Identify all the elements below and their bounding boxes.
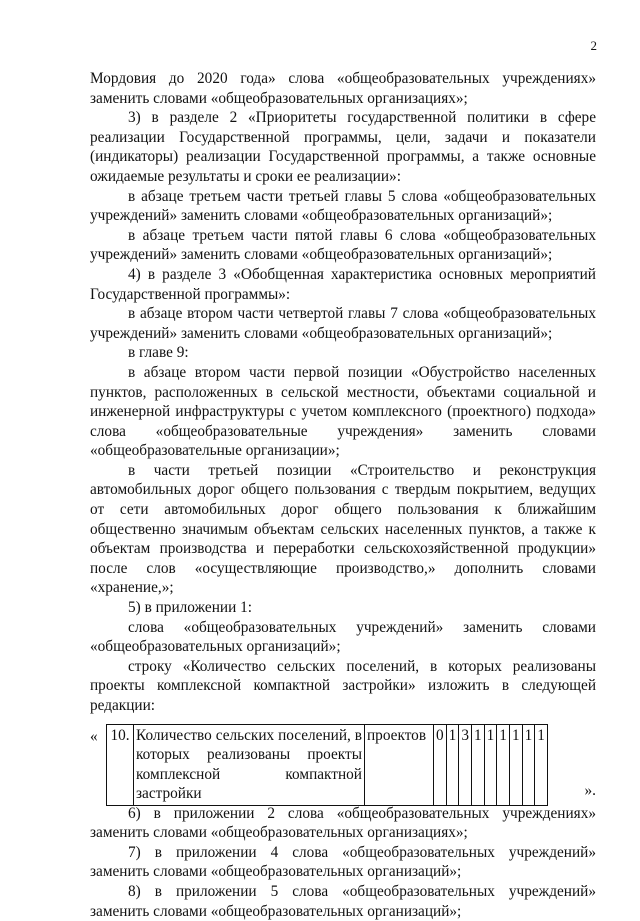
close-quote: ».	[584, 781, 596, 799]
value-cell: 1	[484, 724, 497, 805]
indicator-table	[106, 724, 548, 806]
value-cell: 1	[535, 724, 548, 805]
paragraph: Мордовия до 2020 года» слова «общеобразовательных учреждениях» заменить словами «общеобразовательных организациях»;	[90, 70, 596, 107]
paragraph: 3) в разделе 2 «Приоритеты государственной политики в сфере реализации Государственной программы, цели, задачи и показатели (индикаторы) реализации Государственной программы, а также основные ожидаемые результаты и сроки ее реализации»:	[90, 109, 596, 185]
value-cell: 1	[497, 724, 510, 805]
paragraph: в главе 9:	[128, 344, 189, 362]
paragraph: в части третьей позиции «Строительство и реконструкция автомобильных дорог общего пользования с твердым покрытием, ведущих от сети автомобильных дорог общего пользования к ближайшим общественно значимым объектам сельских населенных пунктов, а также к объектам производства и переработки сельскохозяйственной продукции» после слов «осуществляющие производство,» дополнить словами «хранение,»;	[90, 461, 596, 597]
paragraph: в абзаце втором части четвертой главы 7 слова «общеобразовательных учреждений» заменить словами «общеобразовательных организаций»;	[90, 305, 596, 342]
paragraph: 6) в приложении 2 слова «общеобразовательных учреждениях» заменить словами «общеобразовательных организациях»;	[90, 804, 596, 842]
value-cell: 1	[446, 724, 459, 805]
paragraph: 5) в приложении 1:	[128, 599, 252, 617]
value-cell: 0	[434, 724, 447, 805]
indicator-table-block	[90, 720, 596, 804]
paragraph: 4) в разделе 3 «Обобщенная характеристика основных мероприятий Государственной программы»:	[90, 265, 596, 303]
paragraph: строку «Количество сельских поселений, в которых реализованы проекты комплексной компактной застройки» изложить в следующей редакции:	[90, 657, 596, 714]
page-number: 2	[590, 38, 597, 53]
document-body	[90, 69, 596, 921]
value-cell: 1	[471, 724, 484, 805]
value-cell: 1	[522, 724, 535, 805]
open-quote: «	[90, 727, 98, 745]
paragraph: 8) в приложении 5 слова «общеобразовательных учреждений» заменить словами «общеобразовательных организаций»;	[90, 882, 596, 920]
value-cell: 1	[509, 724, 522, 805]
paragraph: в абзаце втором части первой позиции «Обустройство населенных пунктов, расположенных в сельской местности, объектами социальной и инженерной инфраструктуры с учетом комплексного (проектного) подхода» слова «общеобразовательные учреждения» заменить словами «общеобразовательные организации»;	[90, 363, 596, 460]
paragraph: в абзаце третьем части третьей главы 5 слова «общеобразовательных учреждений» заменить словами «общеобразовательных организаций»;	[90, 187, 596, 225]
paragraph: в абзаце третьем части пятой главы 6 слова «общеобразовательных учреждений» заменить словами «общеобразовательных организаций»;	[90, 226, 596, 264]
unit-cell: проектов	[365, 724, 434, 805]
indicator-name: Количество сельских поселений, в которых реализованы проекты комплексной компактной застройки	[134, 724, 365, 805]
value-cell: 3	[459, 724, 472, 805]
paragraph: слова «общеобразовательных учреждений» заменить словами «общеобразовательных организаций»;	[90, 618, 596, 656]
table-row	[107, 724, 548, 805]
row-number: 10.	[107, 724, 134, 805]
paragraph: 7) в приложении 4 слова «общеобразовательных учреждений» заменить словами «общеобразовательных организаций»;	[90, 843, 596, 881]
